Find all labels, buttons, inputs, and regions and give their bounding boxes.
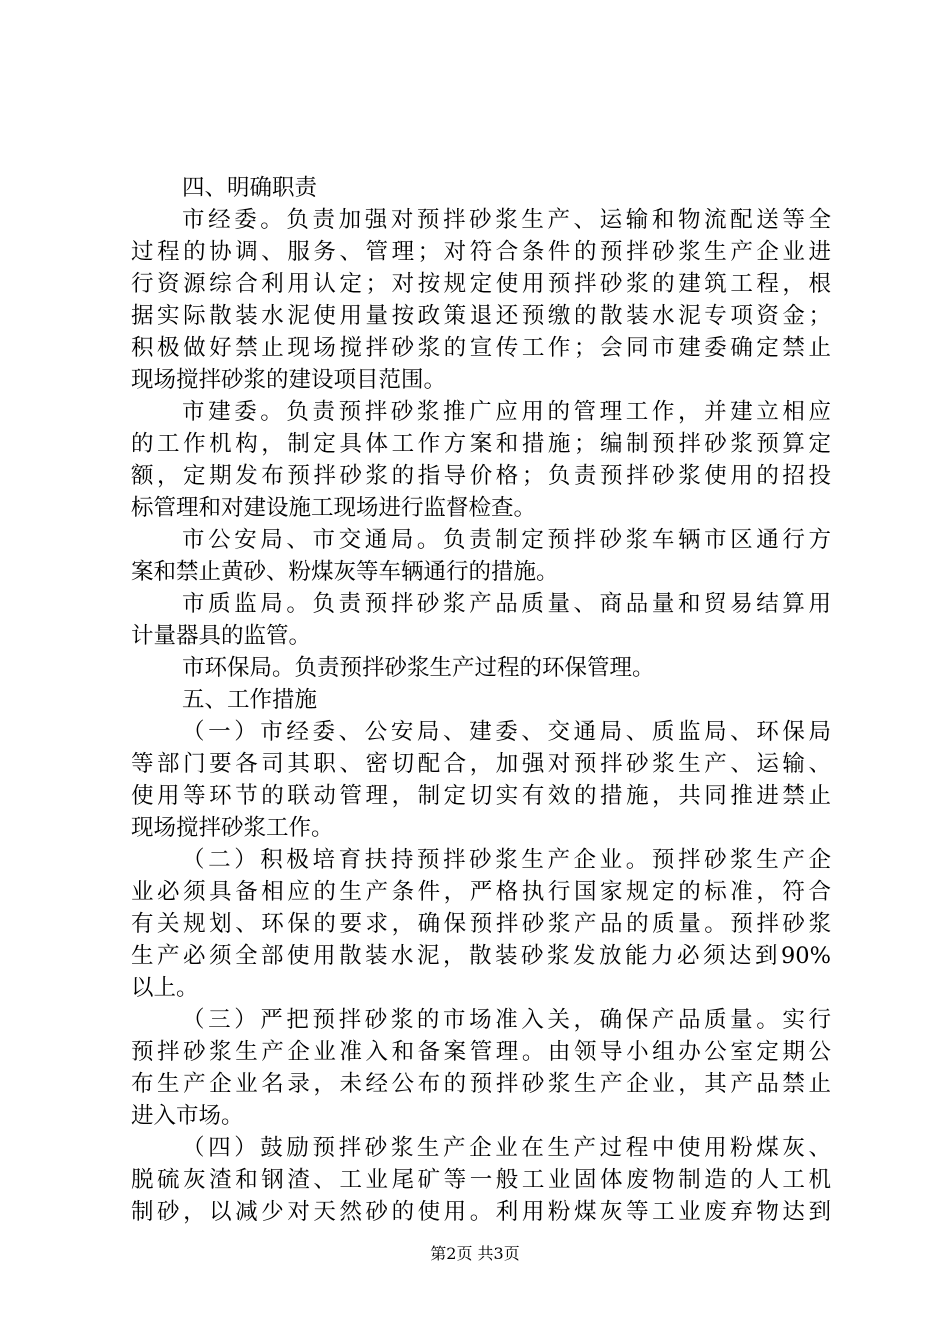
text-line: （三）严把预拌砂浆的市场准入关，确保产品质量。实行 — [182, 1007, 831, 1033]
text-line: 制砂，以减少对天然砂的使用。利用粉煤灰等工业废弃物达到 — [131, 1199, 831, 1225]
text-line: 过程的协调、服务、管理；对符合条件的预拌砂浆生产企业进 — [131, 239, 831, 265]
text-line: （二）积极培育扶持预拌砂浆生产企业。预拌砂浆生产企 — [182, 847, 831, 873]
text-line: （四）鼓励预拌砂浆生产企业在生产过程中使用粉煤灰、 — [182, 1135, 831, 1161]
text-line: （一）市经委、公安局、建委、交通局、质监局、环保局 — [182, 719, 831, 745]
text-line: 进入市场。 — [131, 1103, 244, 1129]
text-line: 业必须具备相应的生产条件，严格执行国家规定的标准，符合 — [131, 879, 831, 905]
text-line: 案和禁止黄砂、粉煤灰等车辆通行的措施。 — [131, 559, 559, 585]
text-line: 市环保局。负责预拌砂浆生产过程的环保管理。 — [182, 655, 655, 681]
text-line: 以上。 — [131, 975, 199, 1001]
text-line: 五、工作措施 — [182, 687, 318, 713]
text-line: 市建委。负责预拌砂浆推广应用的管理工作，并建立相应 — [182, 399, 831, 425]
text-line: 的工作机构，制定具体工作方案和措施；编制预拌砂浆预算定 — [131, 431, 831, 457]
text-line: 布生产企业名录，未经公布的预拌砂浆生产企业，其产品禁止 — [131, 1071, 831, 1097]
text-line: 额，定期发布预拌砂浆的指导价格；负责预拌砂浆使用的招投 — [131, 463, 831, 489]
text-line: 据实际散装水泥使用量按政策退还预缴的散装水泥专项资金； — [131, 303, 831, 329]
text-line: 市经委。负责加强对预拌砂浆生产、运输和物流配送等全 — [182, 207, 831, 233]
text-line: 行资源综合利用认定；对按规定使用预拌砂浆的建筑工程，根 — [131, 271, 831, 297]
text-line: 使用等环节的联动管理，制定切实有效的措施，共同推进禁止 — [131, 783, 831, 809]
document-body — [131, 172, 831, 1228]
text-line: 生产必须全部使用散装水泥，散装砂浆发放能力必须达到90% — [131, 943, 831, 969]
text-line: 预拌砂浆生产企业准入和备案管理。由领导小组办公室定期公 — [131, 1039, 831, 1065]
text-line: 积极做好禁止现场搅拌砂浆的宣传工作；会同市建委确定禁止 — [131, 335, 831, 361]
text-line: 脱硫灰渣和钢渣、工业尾矿等一般工业固体废物制造的人工机 — [131, 1167, 831, 1193]
text-line: 市质监局。负责预拌砂浆产品质量、商品量和贸易结算用 — [182, 591, 831, 617]
text-line: 市公安局、市交通局。负责制定预拌砂浆车辆市区通行方 — [182, 527, 831, 553]
text-line: 等部门要各司其职、密切配合，加强对预拌砂浆生产、运输、 — [131, 751, 831, 777]
text-line: 有关规划、环保的要求，确保预拌砂浆产品的质量。预拌砂浆 — [131, 911, 831, 937]
text-line: 标管理和对建设施工现场进行监督检查。 — [131, 495, 537, 521]
text-line: 现场搅拌砂浆工作。 — [131, 815, 334, 841]
text-line: 计量器具的监管。 — [131, 623, 312, 649]
page-footer: 第2页 共3页 — [430, 1244, 520, 1263]
text-line: 现场搅拌砂浆的建设项目范围。 — [131, 367, 447, 393]
text-line: 四、明确职责 — [182, 175, 318, 201]
